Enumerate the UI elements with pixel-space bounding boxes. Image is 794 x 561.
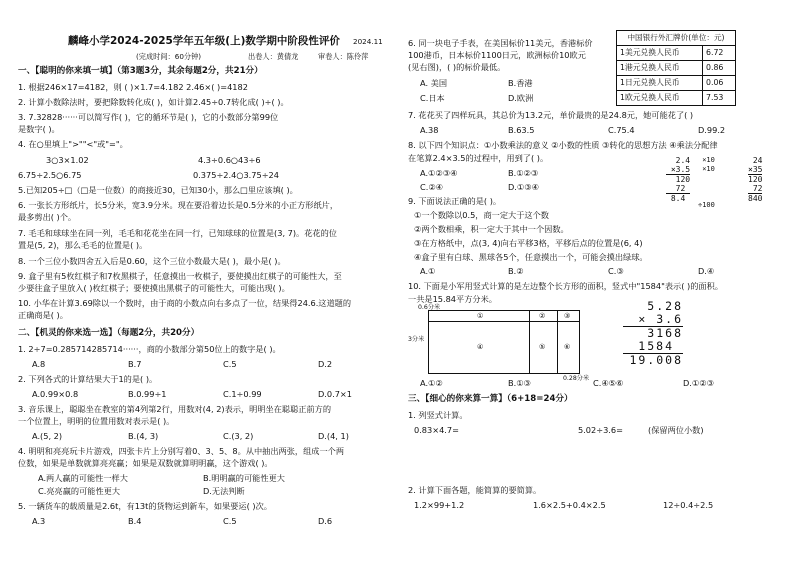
calc-row: 120 — [748, 175, 763, 184]
mc10-option-d: D.①②③ — [683, 378, 714, 388]
mc6-option-b: B.香港 — [508, 78, 533, 88]
right-column — [408, 0, 786, 561]
mc3-option-a: A.(5, 2) — [32, 431, 63, 441]
mc3-option-d: D.(4, 1) — [318, 431, 349, 441]
mc10-option-a: A.①② — [420, 378, 443, 388]
mc9-option-a: A.① — [420, 266, 436, 276]
q8: 8. 一个三位小数四舍五入后是0.60，这个三位小数最大是( )，最小是( )。 — [18, 256, 286, 266]
mc10-line2: 一共是15.84平方分米。 — [408, 294, 497, 304]
exchange-rate-label: 1日元兑换人民币 — [617, 76, 703, 91]
mc9-statement-1: ①一个数除以0.5，商一定大于这个数 — [414, 210, 549, 220]
exchange-rate-caption: 中国银行外汇牌价(单位：元) — [617, 31, 736, 46]
rect-part: ④ — [477, 343, 484, 351]
mc5-option-a: A.3 — [32, 516, 46, 526]
calc-row: 2.4 — [670, 156, 691, 165]
mc5-option-b: B.4 — [128, 516, 142, 526]
q9-line1: 9. 盒子里有5枚红棋子和7枚黑棋子，任意摸出一枚棋子，要使摸出红棋子的可能性大，至 — [18, 271, 342, 281]
mc7-option-c: C.75.4 — [608, 125, 635, 135]
calc-task-1b-note: (保留两位小数) — [648, 425, 704, 435]
mc8-line2: 在笔算2.4×3.5的过程中，用到了( )。 — [408, 153, 549, 163]
exam-date: 2024.11 — [353, 37, 383, 46]
calc-row: 72 — [752, 184, 763, 193]
mc2-option-c: C.1÷0.99 — [223, 389, 262, 399]
calc-row: 72 — [670, 184, 691, 193]
rect-part: ③ — [564, 312, 571, 320]
mc8-option-a: A.①②③④ — [420, 168, 458, 178]
mc9-option-d: D.④ — [698, 266, 715, 276]
calc-row: 840 — [748, 194, 763, 203]
rect-part: ① — [477, 312, 484, 320]
calc-row: 19.008 — [623, 353, 683, 367]
mc4-line2: 位数，如果是单数就算亮亮赢；如果是双数就算明明赢，这个游戏( )。 — [18, 458, 273, 468]
mc7: 7. 花花买了四样玩具，其总价为13.2元，单价最贵的是24.8元，她可能花了( ) — [408, 110, 694, 120]
q4-d: 0.375÷2.4○3.75÷24 — [193, 170, 279, 180]
q7-line2: 置是(5, 2)，那么毛毛的位置是( )。 — [18, 240, 148, 250]
mc10-option-c: C.④⑤⑥ — [593, 378, 624, 388]
calc-row: 3168 — [623, 326, 683, 340]
exchange-rate-value: 0.86 — [703, 61, 736, 76]
rect-part: ⑥ — [564, 343, 571, 351]
rect-part: ② — [539, 312, 546, 320]
vertical-calc-integer — [748, 156, 762, 203]
rect-label-top: 0.6分米 — [418, 304, 441, 311]
mc6-line2: 100港币，日本标价1100日元，欧洲标价10欧元 — [408, 50, 586, 60]
mc2-option-a: A.0.99×0.8 — [32, 389, 79, 399]
mc9-statement-3: ③在方格纸中，点(3, 4)向右平移3格，平移后点的位置是(6, 4) — [414, 238, 643, 248]
mc5: 5. 一辆货车的载质量是2.6t，有13t的货物运到新车，如果要运( )次。 — [18, 501, 272, 511]
mc8-option-d: D.①③④ — [508, 182, 539, 192]
calc-row: 5.28 — [647, 299, 683, 313]
mc1-option-c: C.5 — [223, 359, 237, 369]
calc-task-2a: 1.2×99+1.2 — [414, 500, 465, 510]
mc8-option-b: B.①②③ — [508, 168, 539, 178]
mc9-option-c: C.③ — [608, 266, 624, 276]
reviewer: 审卷人：陈伶萍 — [318, 52, 369, 61]
calc-arrow-label: ×10 — [702, 165, 715, 173]
mc2: 2. 下列各式的计算结果大于1的是( )。 — [18, 374, 158, 384]
rect-part: ⑤ — [539, 343, 546, 351]
mc7-option-d: D.99.2 — [698, 125, 726, 135]
mc6-line3: (见右图)，( )的标价最低。 — [408, 62, 506, 72]
section-2-heading: 二、【机灵的你来选一选】（每题2分，共20分） — [18, 328, 200, 338]
q1: 1. 根据246×17=4182，则 ( )×1.7=4.182 2.46×( )=4182 — [18, 82, 248, 92]
rect-divider — [529, 311, 530, 373]
exchange-rate-label: 1欧元兑换人民币 — [617, 91, 703, 106]
mc8-line1: 8. 以下四个知识点：①小数乘法的意义 ②小数的性质 ③转化的思想方法 ④乘法分配律 — [408, 140, 718, 150]
mc4-option-c: C.亮亮赢的可能性更大 — [38, 486, 121, 496]
exchange-rate-value: 0.06 — [703, 76, 736, 91]
q10-line2: 正确商是( )。 — [18, 310, 68, 320]
q10-line1: 10. 小华在计算3.69除以一个数时，由于商的小数点向右多点了一位，结果得24.6.这道题的 — [18, 298, 352, 308]
q2: 2. 计算小数除法时，要把除数转化成( )，如计算2.45÷0.7转化成( )÷( )。 — [18, 97, 289, 107]
calc-task-1a: 0.83×4.7= — [414, 425, 459, 435]
q5: 5.已知205÷□（□是一位数）的商接近30，已知30小，那么□里应该填( )。 — [18, 185, 298, 195]
exchange-rate-label: 1美元兑换人民币 — [617, 46, 703, 61]
mc6-option-c: C.日本 — [420, 93, 445, 103]
mc10-line1: 10. 下面是小军用竖式计算的是左边整个长方形的面积，竖式中"1584"表示( )的面积。 — [408, 281, 723, 291]
mc4-option-b: B.明明赢的可能性更大 — [203, 473, 285, 483]
mc5-option-c: C.5 — [223, 516, 237, 526]
mc9-option-b: B.② — [508, 266, 524, 276]
q4-c: 6.75÷2.5○6.75 — [18, 170, 82, 180]
mc3-option-b: B.(4, 3) — [128, 431, 159, 441]
mc6-line1: 6. 同一块电子手表，在美国标价11美元，香港标价 — [408, 38, 593, 48]
mc1-option-d: D.2 — [318, 359, 333, 369]
q4-a: 3○3×1.02 — [46, 155, 89, 165]
calc-row: 8.4 — [666, 194, 691, 203]
setter: 出卷人：黄倩龙 — [248, 52, 299, 61]
q6-line1: 6. 一张长方形纸片，长5分米，宽3.9分米。现在要沿着边长是0.5分米的小正方形纸片， — [18, 200, 339, 210]
exchange-rate-label: 1港元兑换人民币 — [617, 61, 703, 76]
q7-line1: 7. 毛毛和球球坐在同一列，毛毛和花花坐在同一行，已知球球的位置是(3, 7)。花花的位 — [18, 228, 337, 238]
exchange-rate-value: 6.72 — [703, 46, 736, 61]
exchange-rate-value: 7.53 — [703, 91, 736, 106]
calc-arrow-label: ÷100 — [698, 201, 715, 209]
calc-task-1b: 5.02÷3.6= — [578, 425, 623, 435]
mc9-statement-2: ②两个数相乘，积一定大于其中一个因数。 — [414, 224, 569, 234]
mc6-option-d: D.欧洲 — [508, 93, 534, 103]
mc4-option-d: D.无法判断 — [203, 486, 245, 496]
rect-label-left: 3分米 — [408, 336, 425, 343]
calc-task-1: 1. 列竖式计算。 — [408, 410, 468, 420]
q9-line2: 少要往盒子里放入( )枚红棋子；要使摸出黑棋子的可能性大，可能出现( )。 — [18, 283, 290, 293]
calc-row: ×3.5 — [670, 165, 691, 174]
area-rectangle-diagram — [428, 310, 580, 374]
rect-divider — [557, 311, 558, 373]
calc-row: 1584 — [638, 339, 674, 353]
mc3-line2: 一个位置上，明明的位置用数对表示是( )。 — [18, 416, 175, 426]
mc3-line1: 3. 音乐课上，聪聪坐在教室的第4列第2行，用数对(4, 2)表示，明明坐在聪聪正前方的 — [18, 404, 332, 414]
calc-row: 120 — [666, 174, 690, 184]
mc1: 1. 2÷7=0.285714285714······，商的小数部分第50位上的数字是( )。 — [18, 344, 281, 354]
mc3-option-c: C.(3, 2) — [223, 431, 254, 441]
mc9: 9. 下面说法正确的是( )。 — [408, 196, 502, 206]
section-1-heading: 一、【聪明的你来填一填】（第3题3分，其余每题2分，共21分） — [18, 66, 263, 76]
calc-task-2b: 1.6×2.5+0.4×2.5 — [533, 500, 606, 510]
mc2-option-b: B.0.99÷1 — [128, 389, 167, 399]
mc1-option-a: A.8 — [32, 359, 46, 369]
calc-task-2c: 12÷0.4÷2.5 — [663, 500, 714, 510]
page-title: 麟峰小学2024-2025学年五年级(上)数学期中阶段性评价 — [68, 35, 340, 47]
mc9-statement-4: ④盒子里有白球、黑球各5个，任意摸出一个，可能会摸出绿球。 — [414, 252, 648, 262]
rect-label-right: 0.28分米 — [563, 375, 590, 382]
vertical-calc-large — [623, 300, 683, 367]
q4-b: 4.3÷0.6○43÷6 — [198, 155, 261, 165]
mc1-option-b: B.7 — [128, 359, 142, 369]
calc-row: × 3.6 — [638, 312, 683, 326]
mc8-option-c: C.②④ — [420, 182, 443, 192]
time-limit: (完成时间：60分钟) — [136, 52, 202, 61]
calc-row: ×35 — [748, 165, 763, 174]
calc-row: 24 — [752, 156, 763, 165]
calc-arrow-label: ×10 — [702, 156, 715, 164]
calc-task-2: 2. 计算下面各题，能简算的要简算。 — [408, 485, 542, 495]
mc4-option-a: A.两人赢的可能性一样大 — [38, 473, 128, 483]
q3-line2: 是数字( )。 — [18, 124, 60, 134]
exchange-rate-table — [616, 30, 736, 106]
section-3-heading: 三、【细心的你来算一算】（6+18=24分） — [408, 394, 573, 404]
mc7-option-a: A.38 — [420, 125, 439, 135]
mc2-option-d: D.0.7×1 — [318, 389, 352, 399]
q6-line2: 最多剪出( )个。 — [18, 212, 77, 222]
mc4-line1: 4. 明明和亮亮玩卡片游戏，四张卡片上分别写着0、3、5、8。从中抽出两张，组成一个两 — [18, 446, 345, 456]
q3-line1: 3. 7.32828······可以简写作( )，它的循环节是( )，它的小数部分第99位 — [18, 112, 279, 122]
q4: 4. 在○里填上">""<"或"="。 — [18, 139, 128, 149]
mc10-option-b: B.①③ — [508, 378, 531, 388]
vertical-calc-decimal — [666, 156, 690, 203]
vertical-calc-arrows — [698, 156, 715, 210]
mc5-option-d: D.6 — [318, 516, 333, 526]
mc7-option-b: B.63.5 — [508, 125, 535, 135]
left-column — [18, 0, 400, 561]
mc6-option-a: A. 美国 — [420, 78, 448, 88]
